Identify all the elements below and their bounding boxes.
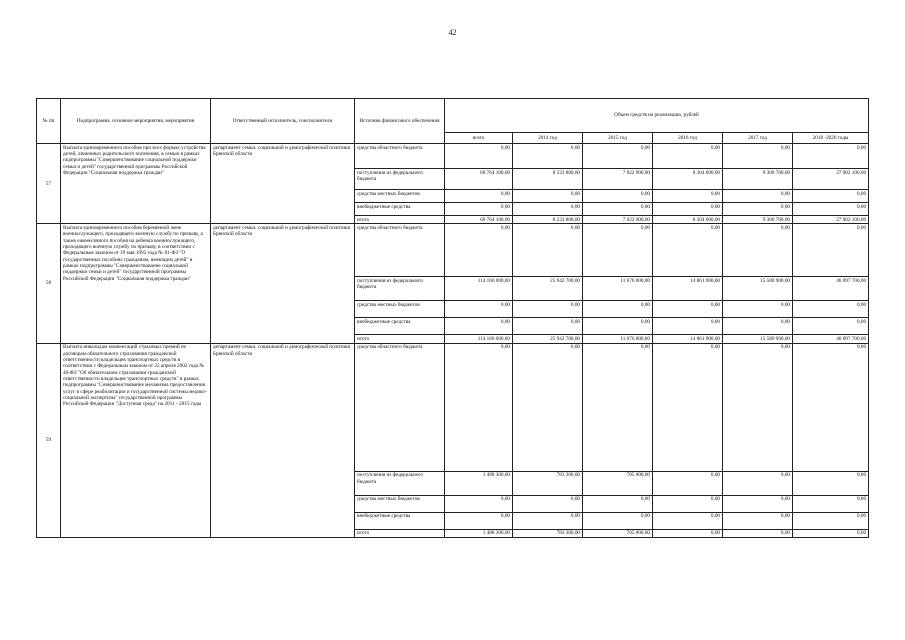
amount-cell: 11 676 800,00 (583, 335, 653, 343)
amount-cell: 46 097 700,00 (793, 277, 869, 301)
amount-cell: 0,00 (445, 224, 513, 277)
amount-cell: 0,00 (723, 144, 793, 169)
amount-cell: 25 942 700,00 (513, 335, 583, 343)
funding-source: средства местных бюджетов (355, 190, 445, 203)
amount-cell: 114 160 000,00 (445, 277, 513, 301)
amount-cell: 783 300,00 (513, 529, 583, 537)
amount-cell: 0,00 (445, 343, 513, 471)
funding-source: средства местных бюджетов (355, 495, 445, 512)
amount-cell: 0,00 (793, 144, 869, 169)
amount-cell: 0,00 (653, 343, 723, 471)
header-year: 2016 год (653, 133, 723, 144)
program-description: Выплата единовременного пособия при всех формах устройства детей, лишенных родительского попечения, в семью в рамках подпрограммы "Совершенствование социальной поддержки семьи и детей" государственной программы Российской Федерации "Социальная поддержка граждан" (61, 144, 211, 224)
executor: департамент семьи, социальной и демографической политики Брянской области (211, 224, 355, 343)
amount-cell: 0,00 (583, 343, 653, 471)
amount-cell: 0,00 (793, 318, 869, 335)
amount-cell: 0,00 (445, 512, 513, 529)
amount-cell: 0,00 (653, 144, 723, 169)
amount-cell: 0,00 (793, 343, 869, 471)
amount-cell: 8 233 800,00 (513, 169, 583, 190)
amount-cell: 11 676 800,00 (583, 277, 653, 301)
amount-cell: 0,00 (653, 512, 723, 529)
funding-source: средства областного бюджета (355, 343, 445, 471)
amount-cell: 0,00 (583, 190, 653, 203)
amount-cell: 1 488 300,00 (445, 471, 513, 495)
table-header (37, 99, 869, 144)
amount-cell: 0,00 (445, 318, 513, 335)
amount-cell: 7 022 900,00 (583, 169, 653, 190)
amount-cell: 60 764 100,00 (445, 216, 513, 224)
amount-cell: 1 488 300,00 (445, 529, 513, 537)
amount-cell: 27 902 100,00 (793, 169, 869, 190)
amount-cell: 0,00 (653, 318, 723, 335)
funding-source: итого (355, 216, 445, 224)
amount-cell: 0,00 (513, 190, 583, 203)
table-body (37, 144, 869, 538)
amount-cell: 0,00 (723, 224, 793, 277)
amount-cell: 25 942 700,00 (513, 277, 583, 301)
amount-cell: 0,00 (583, 318, 653, 335)
amount-cell: 0,00 (445, 301, 513, 318)
amount-cell: 0,00 (793, 471, 869, 495)
amount-cell: 783 300,00 (513, 471, 583, 495)
funding-source: внебюджетные средства (355, 203, 445, 216)
amount-cell: 46 097 700,00 (793, 335, 869, 343)
amount-cell: 0,00 (513, 512, 583, 529)
amount-cell: 0,00 (653, 301, 723, 318)
amount-cell: 9 300 700,00 (723, 216, 793, 224)
row-number: 59 (37, 343, 61, 537)
amount-cell: 0,00 (723, 343, 793, 471)
amount-cell: 0,00 (793, 512, 869, 529)
amount-cell: 0,00 (723, 471, 793, 495)
amount-cell: 0,00 (653, 203, 723, 216)
amount-cell: 14 861 900,00 (653, 277, 723, 301)
amount-cell: 0,00 (513, 495, 583, 512)
amount-cell: 0,00 (793, 495, 869, 512)
amount-cell: 0,00 (653, 471, 723, 495)
amount-cell: 0,00 (723, 495, 793, 512)
table-row (37, 144, 869, 169)
header-year: 2017 год (723, 133, 793, 144)
header-executor: Ответственный исполнитель, соисполнители (211, 99, 355, 144)
amount-cell: 0,00 (793, 301, 869, 318)
amount-cell: 0,00 (445, 144, 513, 169)
funding-source: поступления из федерального бюджета (355, 277, 445, 301)
header-source: Источник финансового обеспечения (355, 99, 445, 144)
amount-cell: 0,00 (793, 190, 869, 203)
amount-cell: 14 861 900,00 (653, 335, 723, 343)
amount-cell: 8 233 800,00 (513, 216, 583, 224)
header-num: № пп (37, 99, 61, 144)
amount-cell: 0,00 (583, 203, 653, 216)
amount-cell: 0,00 (583, 495, 653, 512)
header-year: всего (445, 133, 513, 144)
amount-cell: 0,00 (723, 190, 793, 203)
amount-cell: 0,00 (793, 529, 869, 537)
amount-cell: 0,00 (513, 318, 583, 335)
page-number: 42 (448, 28, 457, 37)
amount-cell: 8 304 600,00 (653, 169, 723, 190)
program-description: Выплата единовременного пособия беременной жене военнослужащего, проходящего военную службу по призыву, а также ежемесячного пособия на ребенка военнослужащего, проходящего военную службу по призыву, в соответствии с Федеральным законом от 19 мая 1995 года № 81-ФЗ "О государственных пособиях гражданам, имеющим детей" в рамках подпрограммы "Совершенствование социальной поддержки семьи и детей" государственной программы Российской Федерации "Социальная поддержка граждан" (61, 224, 211, 343)
amount-cell: 0,00 (583, 512, 653, 529)
amount-cell: 0,00 (653, 529, 723, 537)
amount-cell: 0,00 (513, 203, 583, 216)
row-number: 57 (37, 144, 61, 224)
amount-cell: 0,00 (723, 318, 793, 335)
amount-cell: 0,00 (723, 203, 793, 216)
amount-cell: 0,00 (653, 224, 723, 277)
executor: департамент семьи, социальной и демографической политики Брянской области (211, 343, 355, 537)
amount-cell: 0,00 (513, 224, 583, 277)
funding-source: итого (355, 529, 445, 537)
amount-cell: 0,00 (513, 144, 583, 169)
amount-cell: 0,00 (653, 190, 723, 203)
funding-source: поступления из федерального бюджета (355, 169, 445, 190)
amount-cell: 0,00 (513, 301, 583, 318)
amount-cell: 60 764 100,00 (445, 169, 513, 190)
header-year: 2015 год (583, 133, 653, 144)
amount-cell: 0,00 (445, 495, 513, 512)
program-description: Выплата инвалидам компенсаций страховых премий по договорам обязательного страхования гражданской ответственности владельцев транспортных средств в соответствии с Федеральным законом от 25 апреля 2002 года № 40-ФЗ "Об обязательном страховании гражданской ответственности владельцев транспортных средств" в рамках подпрограммы "Совершенствование механизма предоставления услуг в сфере реабилитации и государственной системы медико-социальной экспертизы" государственной программы Российской Федерации "Доступная среда" на 2011 - 2015 годы (61, 343, 211, 537)
header-volume: Объем средств на реализацию, рублей (445, 99, 869, 133)
amount-cell: 0,00 (793, 224, 869, 277)
amount-cell: 0,00 (583, 224, 653, 277)
amount-cell: 7 022 900,00 (583, 216, 653, 224)
funding-source: поступления из федерального бюджета (355, 471, 445, 495)
amount-cell: 0,00 (723, 529, 793, 537)
funding-source: внебюджетные средства (355, 318, 445, 335)
amount-cell: 0,00 (793, 203, 869, 216)
funding-source: внебюджетные средства (355, 512, 445, 529)
header-year: 2018 -2020 годы (793, 133, 869, 144)
amount-cell: 705 000,00 (583, 529, 653, 537)
table-row (37, 343, 869, 471)
amount-cell: 9 300 700,00 (723, 169, 793, 190)
amount-cell: 0,00 (723, 301, 793, 318)
amount-cell: 0,00 (513, 343, 583, 471)
amount-cell: 0,00 (445, 203, 513, 216)
amount-cell: 705 000,00 (583, 471, 653, 495)
amount-cell: 0,00 (653, 495, 723, 512)
funding-source: средства областного бюджета (355, 224, 445, 277)
financing-table (36, 98, 869, 538)
header-program: Подпрограмма, основное мероприятия, мероприятия (61, 99, 211, 144)
row-number: 58 (37, 224, 61, 343)
funding-source: средства местных бюджетов (355, 301, 445, 318)
amount-cell: 0,00 (445, 190, 513, 203)
amount-cell: 15 580 900,00 (723, 277, 793, 301)
amount-cell: 0,00 (583, 144, 653, 169)
amount-cell: 27 902 100,00 (793, 216, 869, 224)
funding-source: средства областного бюджета (355, 144, 445, 169)
amount-cell: 8 304 600,00 (653, 216, 723, 224)
amount-cell: 15 580 900,00 (723, 335, 793, 343)
funding-source: итого (355, 335, 445, 343)
amount-cell: 0,00 (723, 512, 793, 529)
header-year: 2014 год (513, 133, 583, 144)
executor: департамент семьи, социальной и демографической политики Брянской области (211, 144, 355, 224)
table-row (37, 224, 869, 277)
amount-cell: 0,00 (583, 301, 653, 318)
amount-cell: 114 160 000,00 (445, 335, 513, 343)
